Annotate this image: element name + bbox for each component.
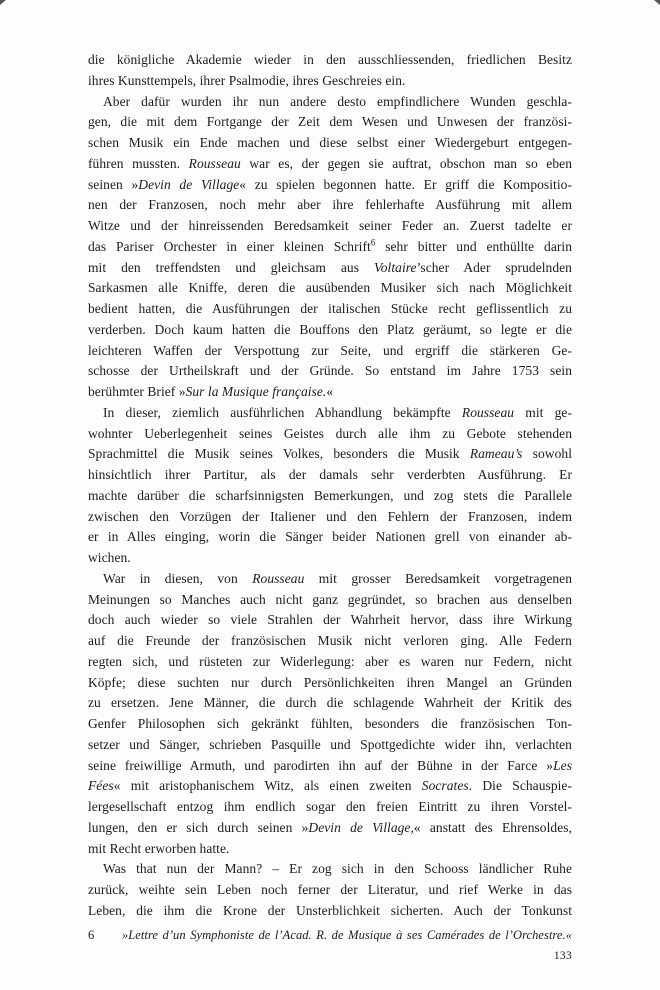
footnote [88, 927, 572, 943]
text-run: Was that nun der Mann? – Er zog sich in den Schooss ländlicher Ruhe [103, 861, 572, 877]
text-block [88, 50, 572, 943]
text-line [88, 133, 572, 154]
text-line [88, 403, 572, 424]
text-run: sehr bitter und enthüllte darin [375, 238, 573, 254]
text-run: setzer und Sänger, schrieben Pasquille und Spottgedichte wider ihn, verlachten [88, 736, 572, 752]
scan-artifact-top-right [654, 0, 660, 5]
text-run: « anstatt des Ehrensoldes, [413, 819, 572, 835]
text-run: machte darüber die scharfsinnigsten Bemerkungen, und zog stets die Parallele [88, 487, 572, 503]
text-line [88, 756, 572, 777]
text-run: mit ge- [514, 404, 573, 420]
text-run: hinsichtlich ihrer Partitur, als der damals sehr verderbten Ausführung. Er [88, 467, 572, 482]
text-line [88, 527, 572, 548]
text-line [88, 299, 572, 320]
italic-run: Devin de Village [138, 176, 240, 192]
text-line [88, 465, 572, 486]
text-line [88, 735, 572, 756]
text-line [88, 237, 572, 258]
text-run: leichteren Waffen der Verspottung zur Seite, und ergriff die stärkeren Ge- [88, 342, 572, 358]
text-run: gen, die mit dem Fortgange der Zeit dem Wesen und Unwesen der französi- [88, 114, 572, 130]
text-line [88, 175, 572, 196]
text-line [88, 859, 572, 880]
text-line [88, 631, 572, 652]
paragraph [88, 92, 572, 403]
text-run: « zu spielen begonnen hatte. Er griff die Kompositio- [239, 176, 572, 192]
text-run: ’scher Ader sprudelnden [416, 259, 572, 275]
text-run: Köpfe; diese suchten nur durch Persönlichkeiten ihren Mangel an Gründen [88, 674, 572, 690]
text-run: mit grosser Beredsamkeit vorgetragenen [304, 570, 572, 586]
text-line [88, 424, 572, 445]
text-line [88, 444, 572, 465]
italic-run: Devin de Village, [308, 819, 414, 835]
text-line [88, 818, 572, 839]
italic-run: Rousseau [461, 404, 515, 420]
text-line [88, 216, 572, 237]
text-line [88, 112, 572, 133]
text-run: lergesellschaft entzog ihm endlich sogar den freien Eintritt zu ihren Vorstel- [88, 799, 572, 814]
text-run: auf die Freunde der französischen Musik nicht verloren ging. Alle Federn [88, 633, 572, 648]
text-run: schosse der Urtheilskraft und der Gründe. So entstand im Jahre 1753 sein [88, 363, 572, 379]
text-line [88, 880, 572, 901]
text-run: « mit aristophanischem Witz, als einen zweiten [113, 778, 422, 794]
text-line [88, 258, 572, 279]
text-run: sowohl [522, 446, 573, 462]
text-run: doch auch wieder so viele Strahlen der Wahrheit hervor, dass ihre Wirkung [88, 612, 572, 628]
text-run: ihres Kunsttempels, ihrer Psalmodie, ihres Geschreies ein. [88, 72, 406, 88]
text-run: wichen. [88, 550, 131, 565]
text-line [88, 486, 572, 507]
text-run: er in Alles einging, worin die Sänger beider Nationen grell von einander ab- [88, 529, 572, 545]
text-line [88, 507, 572, 528]
text-line [88, 320, 572, 341]
italic-run: Rameau’s [469, 446, 523, 462]
text-line [88, 278, 572, 299]
text-run: regten sich, und rüsteten zur Widerlegung: aber es waren nur Federn, nicht [88, 653, 572, 669]
text-run: mit Recht erworben hatte. [88, 840, 230, 856]
text-line [88, 361, 572, 382]
text-run: « [326, 384, 334, 399]
text-line [88, 341, 572, 362]
text-line [88, 839, 572, 860]
italic-run: Les [553, 757, 572, 773]
text-run: wohnter Ueberlegenheit seines Geistes durch alle ihm zu Gebote stehenden [88, 425, 572, 441]
italic-run: Voltaire [373, 259, 417, 275]
text-line [88, 71, 572, 92]
italic-run: Fées [88, 778, 114, 794]
text-line [88, 776, 572, 797]
text-run: war es, der gegen sie auftrat, obschon man so eben [240, 155, 572, 171]
text-run: Aber dafür wurden ihr nun andere desto empfindlichere Wunden geschla- [103, 93, 572, 109]
text-run: Sarkasmen alle Kniffe, deren die ausübenden Musiker sich nach Möglichkeit [88, 280, 572, 296]
text-line [88, 714, 572, 735]
text-run: die königliche Akademie wieder in den ausschliessenden, friedlichen Besitz [88, 52, 572, 67]
text-run: In dieser, ziemlich ausführlichen Abhandlung bekämpfte [103, 404, 462, 420]
text-line [88, 652, 572, 673]
text-line [88, 693, 572, 714]
text-run: seinen » [88, 176, 139, 192]
text-line [88, 901, 572, 922]
text-run: Witze und der hinreissenden Beredsamkeit seiner Feder an. Zuerst tadelte er [88, 218, 572, 233]
text-line [88, 195, 572, 216]
text-run: Genfer Philosophen sich gekränkt fühlten, besonders die französischen Ton- [88, 716, 572, 731]
text-run: zwischen den Vorzügen der Italiener und den Fehlern der Franzosen, indem [88, 508, 572, 524]
paragraph [88, 403, 572, 569]
text-run: das Pariser Orchester in einer kleinen Schrift [88, 238, 371, 254]
text-line [88, 590, 572, 611]
text-run: Sprachmittel die Musik seines Volkes, besonders die Musik [88, 446, 470, 462]
footnote-reference: 6 [370, 237, 376, 248]
italic-run: Socrates [421, 778, 469, 794]
paragraph [88, 569, 572, 860]
text-run: . Die Schauspie- [468, 778, 573, 794]
text-line [88, 610, 572, 631]
italic-run: Rousseau [252, 570, 305, 586]
text-run: bedient hatten, die Ausführungen der italischen Stücke recht geflissentlich zu [88, 301, 572, 316]
text-run: War in diesen, von [103, 570, 253, 586]
text-line [88, 50, 572, 71]
italic-run: Rousseau [188, 155, 241, 171]
text-line [88, 548, 572, 569]
paragraph [88, 859, 572, 921]
text-line [88, 797, 572, 818]
text-run: zu ersetzen. Jene Männer, die durch die schlagende Wahrheit der Kritik des [88, 695, 572, 711]
text-run: zurück, weihte sein Leben noch ferner der Literatur, und rief Werke in das [88, 882, 572, 897]
text-line [88, 569, 572, 590]
text-run: führen mussten. [88, 155, 189, 171]
text-run: Leben, die ihm die Krone der Unsterblichkeit sicherten. Auch der Tonkunst [88, 902, 572, 918]
text-line [88, 92, 572, 113]
italic-run: Sur la Musique française. [185, 384, 327, 399]
page-number: 133 [553, 950, 572, 962]
text-run: nen der Franzosen, noch mehr aber ihre fehlerhafte Ausführung mit allem [88, 197, 572, 213]
text-line [88, 673, 572, 694]
italic-run: »Lettre d’un Symphoniste de l’Acad. R. de Musique à ses Camérades de l’Orchestre.« [122, 927, 572, 942]
text-run: verderben. Doch kaum hatten die Bouffons den Platz geräumt, so legte er die [88, 321, 572, 337]
text-line [88, 154, 572, 175]
footnote-text [122, 927, 572, 943]
paragraph [88, 50, 572, 92]
text-line [88, 382, 572, 403]
text-body [88, 50, 572, 922]
text-run: schen Musik ein Ende machen und diese selbst einer Wiedergeburt entgegen- [88, 135, 572, 150]
text-run: seine freiwillige Armuth, und parodirten ihn auf der Bühne in der Farce » [88, 757, 554, 773]
text-run: Meinungen so Manches auch nicht ganz gegründet, so brachen aus denselben [88, 591, 572, 607]
text-run: lungen, den er sich durch seinen » [88, 819, 309, 835]
text-run: berühmter Brief » [88, 384, 186, 399]
scan-artifact-top-left [0, 0, 6, 5]
footnote-marker: 6 [88, 927, 95, 942]
text-run: mit den treffendsten und gleichsam aus [88, 259, 374, 275]
